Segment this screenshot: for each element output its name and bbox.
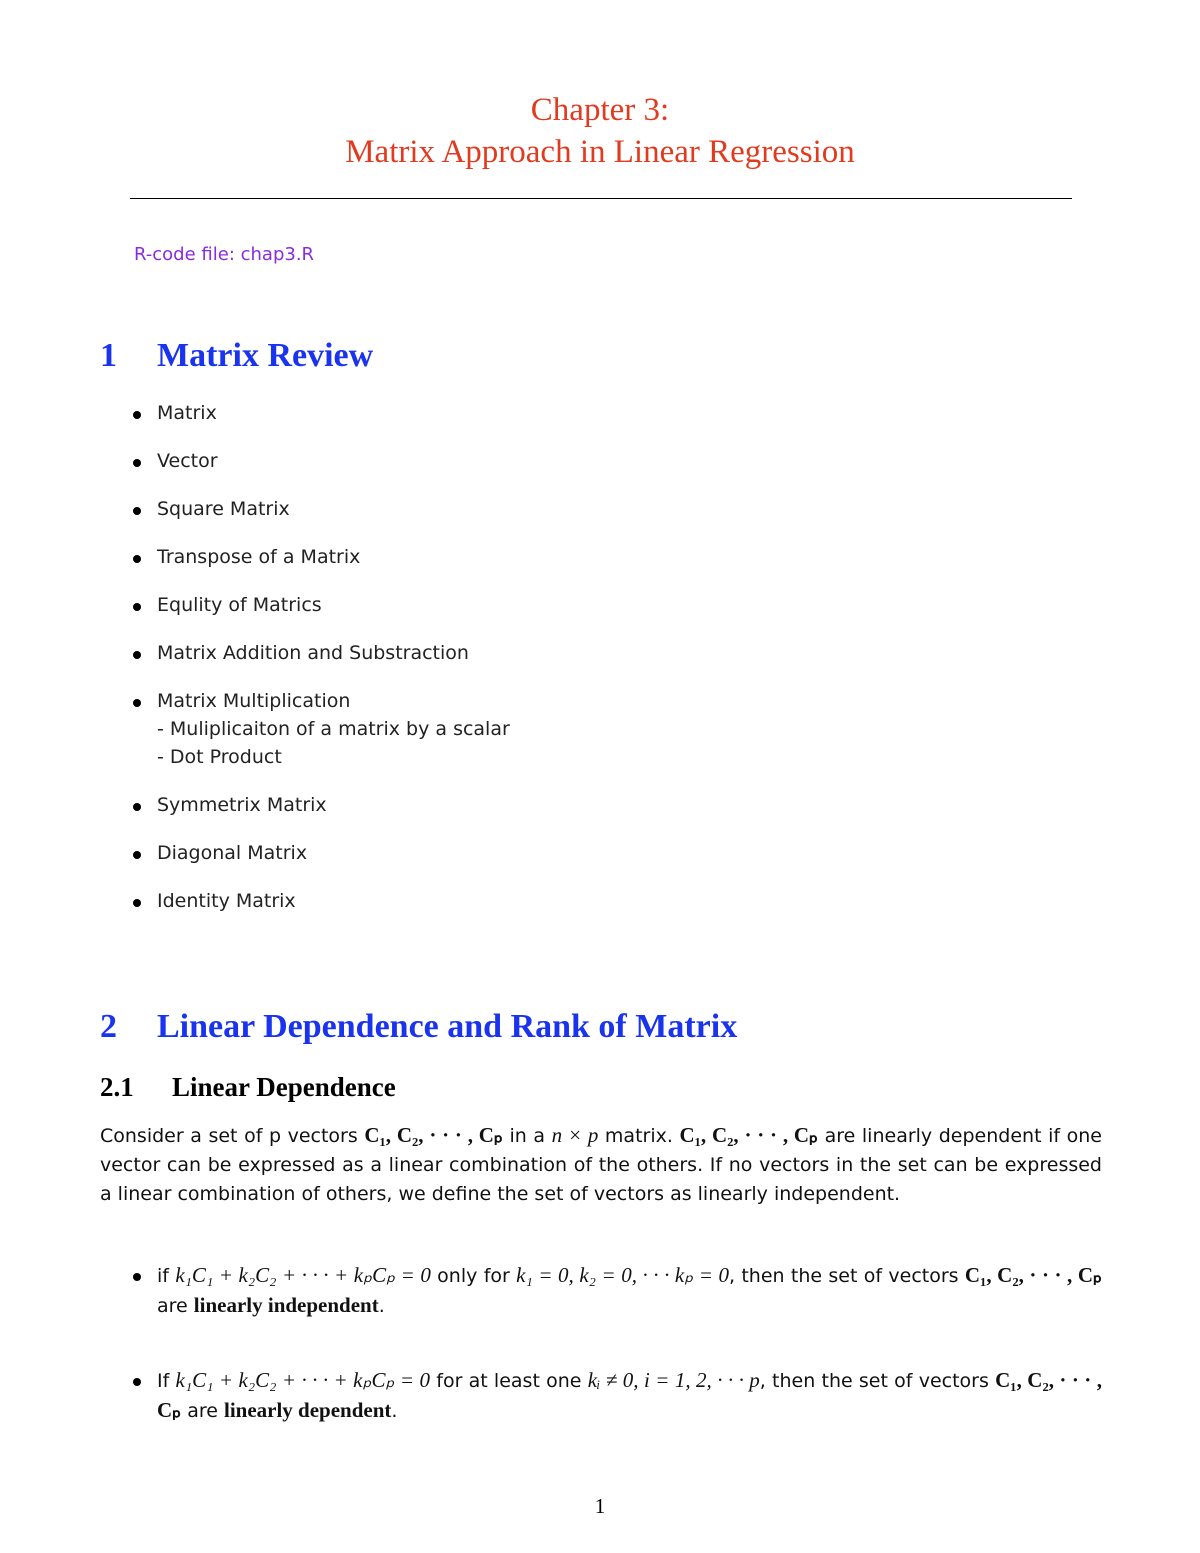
list-item <box>100 791 510 839</box>
text: are linearly dependent if one vector can be expressed as a linear combination of the others. If no vectors in the set can be expressed a linear combination of others, we define the set of vectors as linearly independent. <box>100 1125 1103 1205</box>
text: only for <box>430 1265 517 1287</box>
bullet-icon <box>133 699 141 707</box>
text: are <box>181 1400 224 1422</box>
text: are <box>157 1295 194 1317</box>
r-code-file-link[interactable]: R-code file: chap3.R <box>134 244 315 265</box>
list-item <box>100 887 510 935</box>
list-item-text: Matrix <box>157 402 217 424</box>
emphasis: linearly dependent <box>223 1398 392 1422</box>
text: . <box>378 1295 385 1317</box>
list-item <box>100 839 510 887</box>
list-item-text: Vector <box>157 450 218 472</box>
list-item <box>100 495 510 543</box>
list-item <box>100 591 510 639</box>
bullet-icon <box>133 899 141 907</box>
bullet-icon <box>133 1378 141 1386</box>
text: Consider a set of p vectors <box>100 1125 365 1147</box>
bullet-icon <box>133 1273 141 1281</box>
section-2-heading <box>100 1008 737 1046</box>
vector-set: C₁, C₂, · · · , Cₚ <box>364 1123 503 1147</box>
list-item <box>100 543 510 591</box>
bullet-icon <box>133 851 141 859</box>
text: , then the set of vectors <box>728 1265 965 1287</box>
emphasis: linearly independent <box>193 1293 379 1317</box>
list-item-text: Diagonal Matrix <box>157 842 308 864</box>
list-item-text: Transpose of a Matrix <box>157 546 361 568</box>
subsection-title: Linear Dependence <box>172 1072 396 1102</box>
bullet-icon <box>133 803 141 811</box>
vector-set: C₁, C₂, · · · , Cₚ <box>679 1123 819 1147</box>
list-item-text: Matrix Multiplication <box>157 690 351 712</box>
page-number: 1 <box>594 1494 606 1518</box>
sub-item-text: - Dot Product <box>157 746 282 768</box>
list-item <box>100 447 510 495</box>
dependence-bullet <box>100 1366 1102 1426</box>
text: if <box>157 1265 176 1287</box>
bullet-icon <box>133 651 141 659</box>
vector-set: C₁, C₂, · · · , Cₚ <box>157 1368 1103 1422</box>
text: in a <box>502 1125 552 1147</box>
matrix-review-list <box>100 399 510 935</box>
section-title: Matrix Review <box>157 337 374 374</box>
bullet-icon <box>133 603 141 611</box>
text: for at least one <box>430 1370 588 1392</box>
list-item-text: Symmetrix Matrix <box>157 794 327 816</box>
text: matrix. <box>598 1125 680 1147</box>
list-item <box>100 639 510 687</box>
section-title: Linear Dependence and Rank of Matrix <box>157 1008 738 1045</box>
equation: k₁C₁ + k₂C₂ + · · · + kₚCₚ = 0 <box>175 1368 431 1392</box>
matrix-dims: n × p <box>551 1123 599 1147</box>
section-number: 2 <box>100 1008 117 1045</box>
list-item <box>100 687 510 791</box>
subsection-2-1-heading <box>100 1072 396 1103</box>
chapter-title-line2: Matrix Approach in Linear Regression <box>345 134 855 170</box>
vector-set: C₁, C₂, · · · , Cₚ <box>964 1263 1103 1287</box>
list-item-text: Equlity of Matrics <box>157 594 322 616</box>
chapter-title-line1: Chapter 3: <box>530 92 670 128</box>
linear-dependence-paragraph <box>100 1121 1102 1209</box>
bullet-icon <box>133 555 141 563</box>
text: . <box>391 1400 398 1422</box>
condition: kᵢ ≠ 0, i = 1, 2, · · · p <box>587 1368 760 1392</box>
list-item-text: Matrix Addition and Substraction <box>157 642 469 664</box>
text: If <box>157 1370 176 1392</box>
subsection-number: 2.1 <box>100 1072 134 1102</box>
condition: k₁ = 0, k₂ = 0, · · · kₚ = 0 <box>516 1263 729 1287</box>
independence-bullet <box>100 1261 1102 1321</box>
equation: k₁C₁ + k₂C₂ + · · · + kₚCₚ = 0 <box>175 1263 431 1287</box>
section-1-heading <box>100 337 373 375</box>
section-number: 1 <box>100 337 117 374</box>
list-item <box>100 399 510 447</box>
list-item-text: Square Matrix <box>157 498 290 520</box>
bullet-icon <box>133 459 141 467</box>
list-item-text: Identity Matrix <box>157 890 296 912</box>
bullet-icon <box>133 507 141 515</box>
bullet-icon <box>133 411 141 419</box>
title-rule <box>130 198 1072 199</box>
sub-item-text: - Muliplicaiton of a matrix by a scalar <box>157 718 510 740</box>
text: , then the set of vectors <box>759 1370 996 1392</box>
